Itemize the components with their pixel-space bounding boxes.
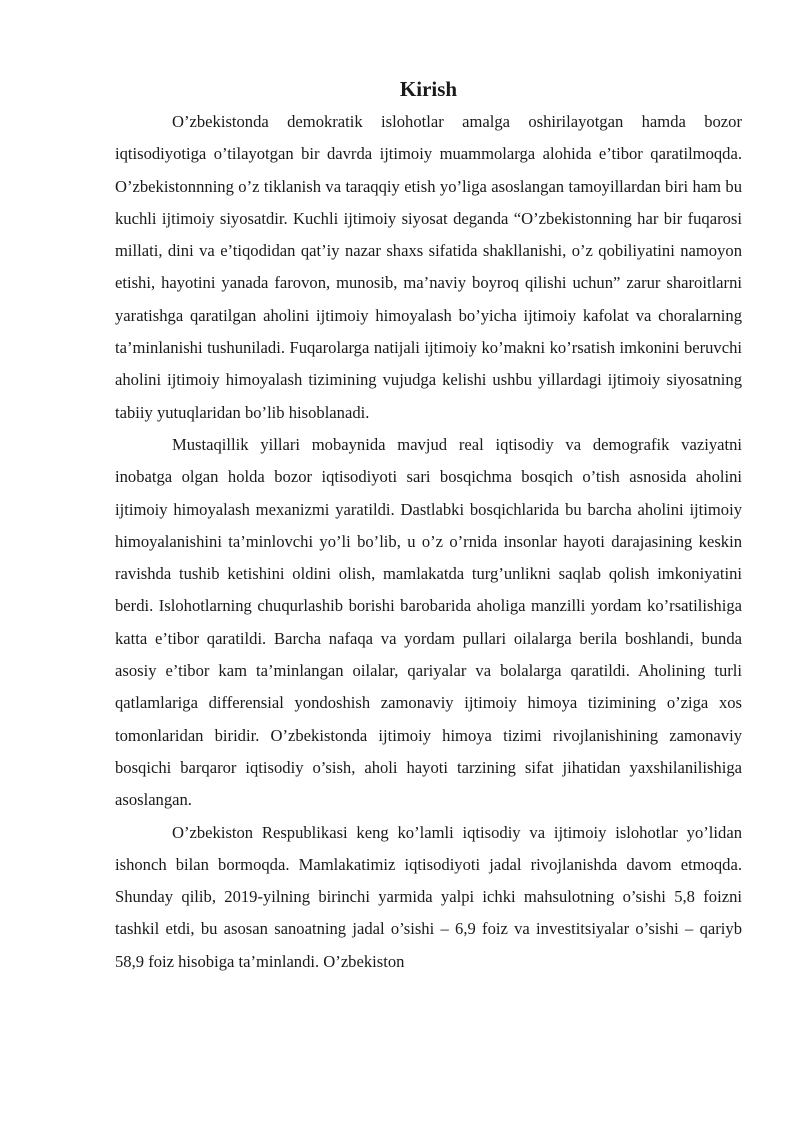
- page-title: Kirish: [399, 77, 458, 101]
- paragraph-1: O’zbekistonda demokratik islohotlar amalga oshirilayotgan hamda bozor iqtisodiyotiga o’tilayotgan bir davrda ijtimoiy muammolarga alohida e’tibor qaratilmoqda. O’zbekistonnning o’z tiklanish va taraqqiy etish yo’liga asoslangan tamoyillardan biri ham bu kuchli ijtimoiy siyosatdir. Kuchli ijtimoiy siyosat deganda “O’zbekistonning har bir fuqarosi millati, dini va e’tiqodidan qat’iy nazar shaxs sifatida shakllanishi, o’z qobiliyatini namoyon etishi, hayotini yanada farovon, munosib, ma’naviy boyroq qilishi uchun” zarur sharoitlarni yaratishga qaratilgan aholini ijtimoiy himoyalash bo’yicha ijtimoiy kafolat va choralarning ta’minlanishi tushuniladi. Fuqarolarga natijali ijtimoiy ko’makni ko’rsatish imkonini beruvchi aholini ijtimoiy himoyalash tizimining vujudga kelishi ushbu yillardagi ijtimoiy siyosatning tabiiy yutuqlaridan bo’lib hisoblanadi.: [115, 112, 742, 422]
- paragraph-2: Mustaqillik yillari mobaynida mavjud real iqtisodiy va demografik vaziyatni inobatga olgan holda bozor iqtisodiyoti sari bosqichma bosqich o’tish asnosida aholini ijtimoiy himoyalash mexanizmi yaratildi. Dastlabki bosqichlarida bu barcha aholini ijtimoiy himoyalanishini ta’minlovchi yo’li bo’lib, u o’z o’rnida insonlar hayoti darajasining keskin ravishda tushib ketishini oldini olish, mamlakatda turg’unlikni saqlab qolish imkoniyatini berdi. Islohotlarning chuqurlashib borishi barobarida aholiga manzilli yordam ko’rsatilishiga katta e’tibor qaratildi. Barcha nafaqa va yordam pullari oilalarga berila boshlandi, bunda asosiy e’tibor kam ta’minlangan oilalar, qariyalar va bolalarga qaratildi. Aholining turli qatlamlariga differensial yondoshish zamonaviy ijtimoiy himoya tizimining o’ziga xos tomonlaridan biridir. O’zbekistonda ijtimoiy himoya tizimi rivojlanishining zamonaviy bosqichi barqaror iqtisodiy o’sish, aholi hayoti tarzining sifat jihatidan yaxshilanilishiga asoslangan.: [115, 434, 742, 810]
- paragraph-3: O’zbekiston Respublikasi keng ko’lamli iqtisodiy va ijtimoiy islohotlar yo’lidan ishonch bilan bormoqda. Mamlakatimiz iqtisodiyoti jadal rivojlanishda davom etmoqda. Shunday qilib, 2019-yilning birinchi yarmida yalpi ichki mahsulotning o’sishi 5,8 foizni tashkil etdi, bu asosan sanoatning jadal o’sishi – 6,9 foiz va investitsiyalar o’sishi – qariyb 58,9 foiz hisobiga ta’minlandi. O’zbekiston: [115, 822, 742, 971]
- document-body: [115, 76, 742, 978]
